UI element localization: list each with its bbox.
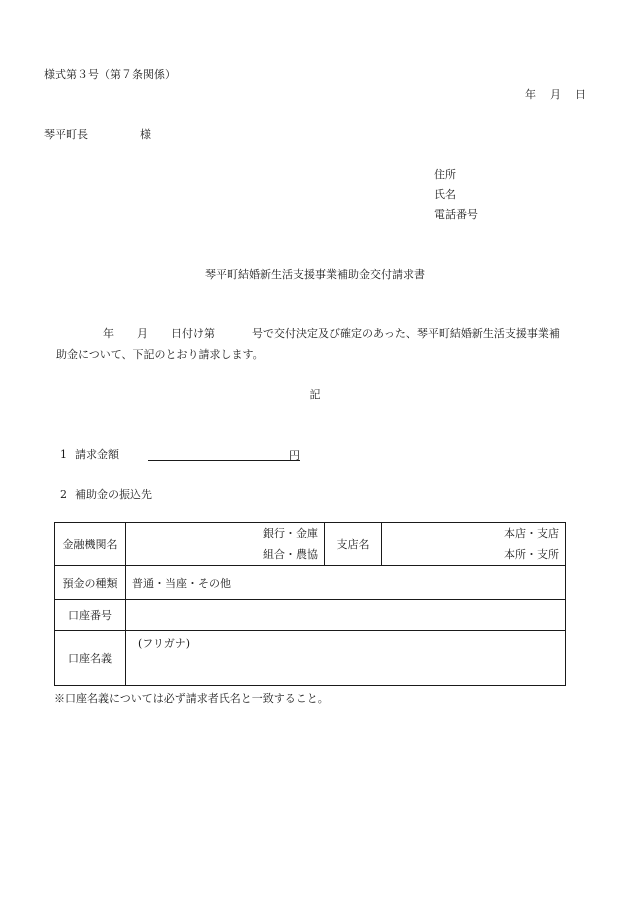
addressee bbox=[44, 128, 151, 142]
date-day: 日 bbox=[575, 88, 586, 101]
date-year: 年 bbox=[525, 88, 536, 101]
date-month: 月 bbox=[550, 88, 561, 101]
account-holder-field[interactable] bbox=[126, 631, 566, 686]
form-number: 様式第３号（第７条関係） bbox=[44, 68, 176, 81]
branch-field[interactable] bbox=[382, 523, 566, 566]
body-line-2: 助金について、下記のとおり請求します。 bbox=[56, 348, 264, 361]
addressee-name: 琴平町長 bbox=[44, 128, 88, 141]
item-2-label: 補助金の振込先 bbox=[75, 488, 152, 501]
branch-label: 支店名 bbox=[325, 523, 382, 566]
account-number-row bbox=[55, 600, 566, 631]
ki-heading: 記 bbox=[309, 388, 321, 401]
yen-unit: 円 bbox=[289, 449, 300, 462]
account-number-label: 口座番号 bbox=[55, 600, 126, 631]
body-line-1 bbox=[103, 327, 560, 341]
institution-types-1: 銀行・金庫 bbox=[263, 527, 318, 540]
footnote: ※口座名義については必ず請求者氏名と一致すること。 bbox=[54, 692, 329, 705]
address-label: 住所 bbox=[434, 168, 456, 181]
applicant-block bbox=[434, 168, 478, 228]
account-number-field[interactable] bbox=[126, 600, 566, 631]
item-1 bbox=[60, 448, 119, 462]
body-year: 年 bbox=[103, 327, 114, 340]
phone-label: 電話番号 bbox=[434, 208, 478, 221]
body-dated: 日付け第 bbox=[171, 327, 215, 340]
bank-table bbox=[54, 522, 566, 686]
item-2 bbox=[60, 488, 152, 502]
body-month: 月 bbox=[137, 327, 148, 340]
institution-label: 金融機関名 bbox=[55, 523, 126, 566]
institution-row bbox=[55, 523, 566, 566]
account-type-field[interactable] bbox=[126, 566, 566, 600]
amount-field[interactable] bbox=[148, 446, 300, 461]
item-1-label: 請求金額 bbox=[75, 448, 119, 461]
document-title: 琴平町結婚新生活支援事業補助金交付請求書 bbox=[205, 268, 425, 281]
body-rest: 号で交付決定及び確定のあった、琴平町結婚新生活支援事業補 bbox=[252, 327, 560, 340]
account-holder-label: 口座名義 bbox=[55, 631, 126, 686]
item-2-number: 2 bbox=[60, 488, 67, 501]
date-line bbox=[511, 88, 586, 102]
institution-field[interactable] bbox=[126, 523, 325, 566]
item-1-number: 1 bbox=[60, 448, 67, 461]
addressee-honorific: 様 bbox=[140, 128, 151, 141]
branch-types-1: 本店・支店 bbox=[504, 527, 559, 540]
institution-types-2: 組合・農協 bbox=[263, 548, 318, 561]
account-type-options: 普通・当座・その他 bbox=[132, 576, 231, 590]
name-label: 氏名 bbox=[434, 188, 456, 201]
account-holder-row bbox=[55, 631, 566, 686]
branch-types-2: 本所・支所 bbox=[504, 548, 559, 561]
account-type-row bbox=[55, 566, 566, 600]
account-type-label: 預金の種類 bbox=[55, 566, 126, 600]
furigana-label: (フリガナ) bbox=[138, 637, 191, 650]
